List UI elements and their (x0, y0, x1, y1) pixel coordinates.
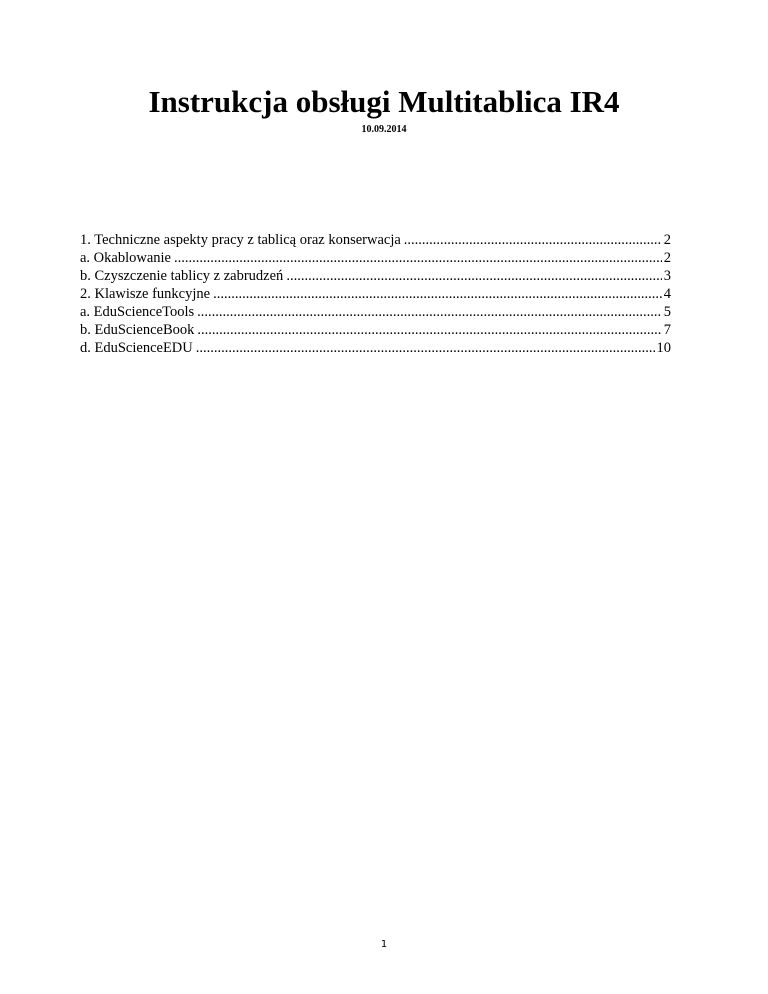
toc-entry[interactable] (80, 339, 671, 357)
toc-entry-label: 1. Techniczne aspekty pracy z tablicą oraz konserwacja (80, 232, 401, 248)
toc-entry-page: 4 (663, 286, 671, 302)
document-title: Instrukcja obsługi Multitablica IR4 (148, 84, 620, 119)
toc-dot-leader (197, 321, 661, 339)
toc-entry[interactable] (80, 249, 671, 267)
toc-entry-label: a. Okablowanie (80, 250, 171, 266)
toc-dot-leader (196, 339, 655, 357)
toc-entry-label: b. EduScienceBook (80, 322, 195, 338)
toc-entry[interactable] (80, 267, 671, 285)
toc-entry-page: 3 (663, 268, 671, 284)
toc-dot-leader (213, 285, 662, 303)
toc-entry-page: 2 (663, 232, 671, 248)
toc-entry-label: b. Czyszczenie tablicy z zabrudzeń (80, 268, 284, 284)
toc-entry[interactable] (80, 321, 671, 339)
toc-entry-page: 5 (663, 304, 671, 320)
toc-entry-label: d. EduScienceEDU (80, 340, 193, 356)
document-date: 10.09.2014 (361, 124, 407, 135)
toc-entry-page: 10 (656, 340, 671, 356)
page-number: 1 (380, 939, 388, 950)
toc-dot-leader (174, 249, 662, 267)
toc-entry-page: 7 (663, 322, 671, 338)
toc-entry-label: a. EduScienceTools (80, 304, 195, 320)
toc-entry-page: 2 (663, 250, 671, 266)
toc-dot-leader (286, 267, 661, 285)
toc-entry[interactable] (80, 285, 671, 303)
toc-entry[interactable] (80, 231, 671, 249)
table-of-contents (80, 231, 671, 357)
toc-dot-leader (197, 303, 662, 321)
toc-entry[interactable] (80, 303, 671, 321)
toc-entry-label: 2. Klawisze funkcyjne (80, 286, 211, 302)
toc-dot-leader (404, 231, 662, 249)
